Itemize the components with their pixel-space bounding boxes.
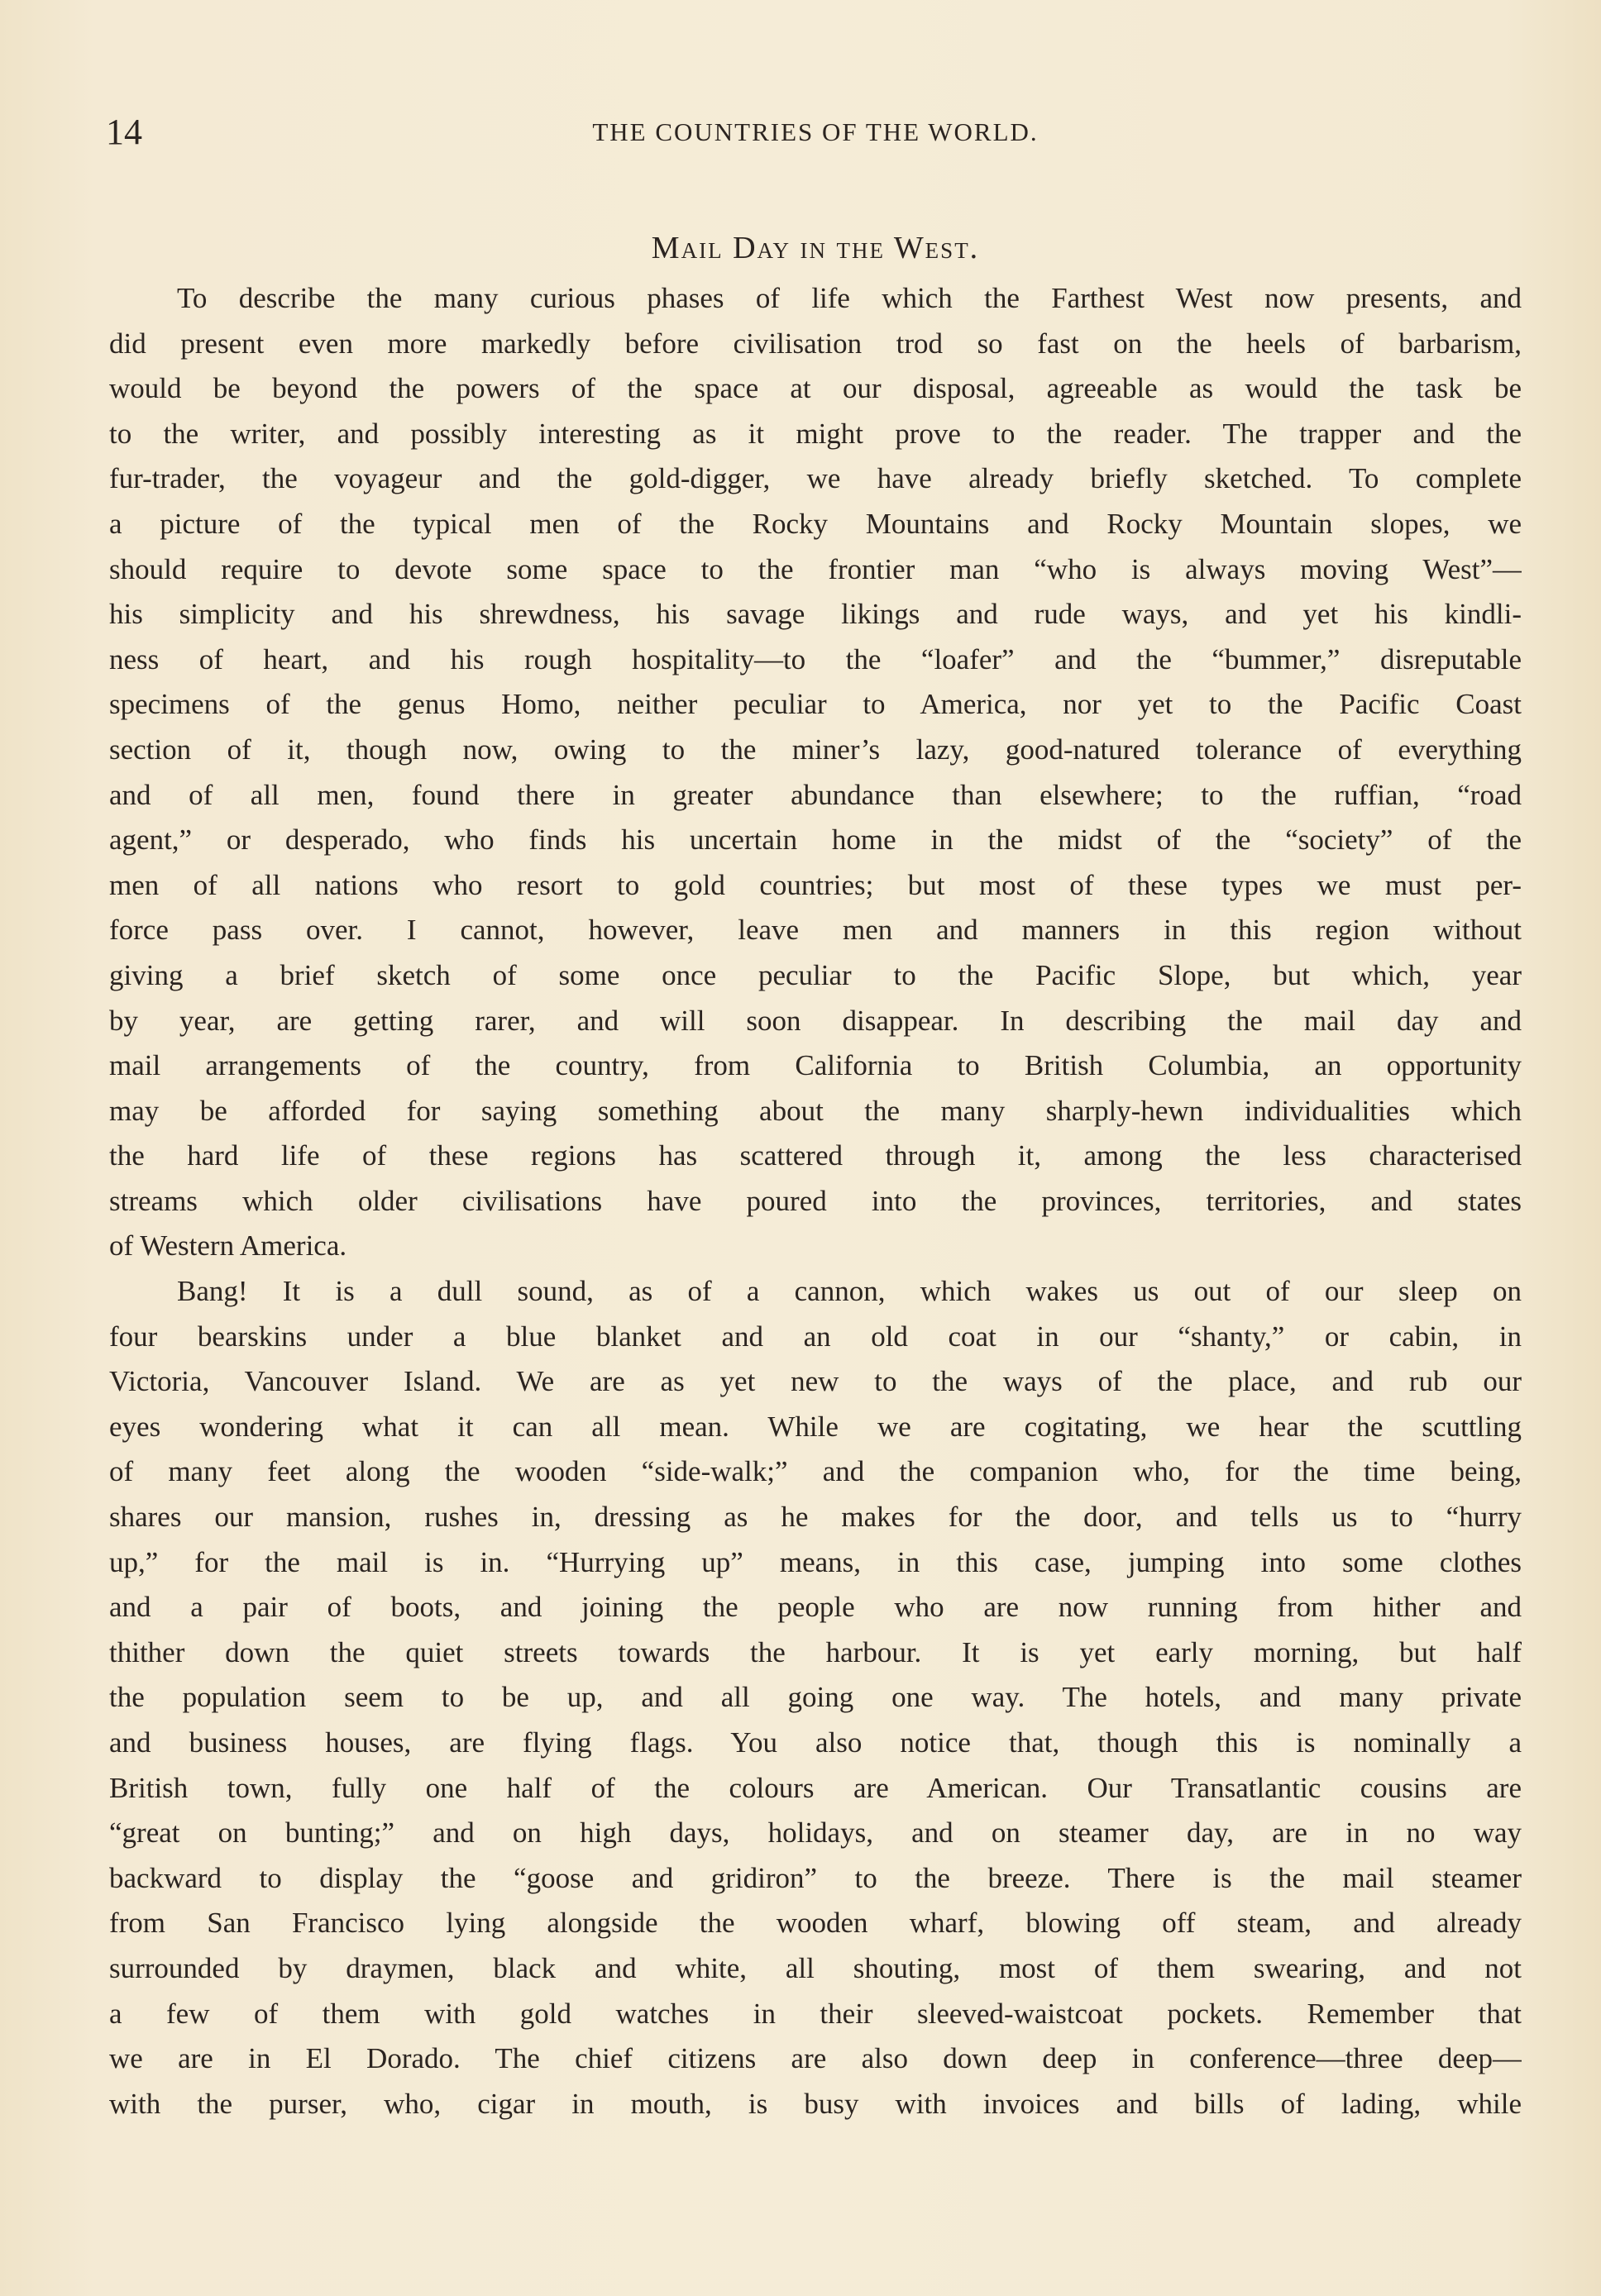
text-line: fur-trader, the voyageur and the gold-digger, we have already briefly sketched. To complete — [109, 462, 1522, 495]
text-line: force pass over. I cannot, however, leave men and manners in this region without — [109, 914, 1522, 947]
text-line: “great on bunting;” and on high days, holidays, and on steamer day, are in no way — [109, 1816, 1522, 1850]
text-line: would be beyond the powers of the space at our disposal, agreeable as would the task be — [109, 372, 1522, 405]
text-line: To describe the many curious phases of life which the Farthest West now presents, and — [177, 282, 1522, 314]
text-line: section of it, though now, owing to the miner’s lazy, good-natured tolerance of everything — [109, 733, 1522, 766]
text-line: Victoria, Vancouver Island. We are as yet new to the ways of the place, and rub our — [109, 1365, 1522, 1398]
text-line: should require to devote some space to the frontier man “who is always moving West”— — [109, 552, 1522, 585]
text-line: with the purser, who, cigar in mouth, is busy with invoices and bills of lading, while — [109, 2087, 1522, 2120]
text-line: the population seem to be up, and all going one way. The hotels, and many private — [109, 1681, 1522, 1714]
page-number: 14 — [106, 112, 142, 152]
text-line: may be afforded for saying something about the many sharply-hewn individualities which — [109, 1094, 1522, 1127]
text-line: his simplicity and his shrewdness, his savage likings and rude ways, and yet his kindli- — [109, 598, 1522, 631]
text-line: shares our mansion, rushes in, dressing as he makes for the door, and tells us to “hurry — [109, 1501, 1522, 1534]
text-line: streams which older civilisations have poured into the provinces, territories, and states — [109, 1184, 1522, 1217]
text-line: and business houses, are flying flags. You also notice that, though this is nominally a — [109, 1726, 1522, 1759]
text-line: men of all nations who resort to gold countries; but most of these types we must per- — [109, 868, 1522, 901]
text-line: backward to display the “goose and gridiron” to the breeze. There is the mail steamer — [109, 1861, 1522, 1894]
text-line: up,” for the mail is in. “Hurrying up” means, in this case, jumping into some clothes — [109, 1545, 1522, 1578]
text-line: a few of them with gold watches in their sleeved-waistcoat pockets. Remember that — [109, 1997, 1522, 2030]
text-line: did present even more markedly before civilisation trod so fast on the heels of barbarism, — [109, 327, 1522, 360]
text-line: ness of heart, and his rough hospitality—to the “loafer” and the “bummer,” disreputable — [109, 642, 1522, 675]
text-line: a picture of the typical men of the Rocky Mountains and Rocky Mountain slopes, we — [109, 507, 1522, 540]
body-text — [109, 276, 1522, 2127]
text-line: the hard life of these regions has scattered through it, among the less characterised — [109, 1139, 1522, 1172]
text-line: British town, fully one half of the colours are American. Our Transatlantic cousins are — [109, 1771, 1522, 1804]
text-line: eyes wondering what it can all mean. While we are cogitating, we hear the scuttling — [109, 1410, 1522, 1443]
text-line: Bang! It is a dull sound, as of a cannon, which wakes us out of our sleep on — [177, 1275, 1522, 1308]
text-line: surrounded by draymen, black and white, all shouting, most of them swearing, and not — [109, 1951, 1522, 1984]
running-title: THE COUNTRIES OF THE WORLD. — [592, 117, 1039, 146]
text-line: four bearskins under a blue blanket and an old coat in our “shanty,” or cabin, in — [109, 1320, 1522, 1353]
text-line: giving a brief sketch of some once peculiar to the Pacific Slope, but which, year — [109, 958, 1522, 991]
text-line: of many feet along the wooden “side-walk;” and the companion who, for the time being, — [109, 1455, 1522, 1488]
text-line: by year, are getting rarer, and will soon disappear. In describing the mail day and — [109, 1004, 1522, 1037]
text-line: to the writer, and possibly interesting as it might prove to the reader. The trapper and the — [109, 417, 1522, 450]
text-line: and a pair of boots, and joining the people who are now running from hither and — [109, 1591, 1522, 1624]
section-heading: Mail Day in the West. — [651, 231, 980, 265]
text-line: agent,” or desperado, who finds his uncertain home in the midst of the “society” of the — [109, 823, 1522, 857]
text-line: and of all men, found there in greater abundance than elsewhere; to the ruffian, “road — [109, 778, 1522, 811]
text-line: of Western America. — [109, 1229, 347, 1263]
text-line: we are in El Dorado. The chief citizens are also down deep in conference—three deep— — [109, 2042, 1522, 2075]
running-head — [106, 107, 1525, 157]
text-line: thither down the quiet streets towards the harbour. It is yet early morning, but half — [109, 1635, 1522, 1668]
text-line: mail arrangements of the country, from California to British Columbia, an opportunity — [109, 1049, 1522, 1082]
text-line: specimens of the genus Homo, neither peculiar to America, nor yet to the Pacific Coast — [109, 688, 1522, 721]
text-line: from San Francisco lying alongside the wooden wharf, blowing off steam, and already — [109, 1907, 1522, 1940]
